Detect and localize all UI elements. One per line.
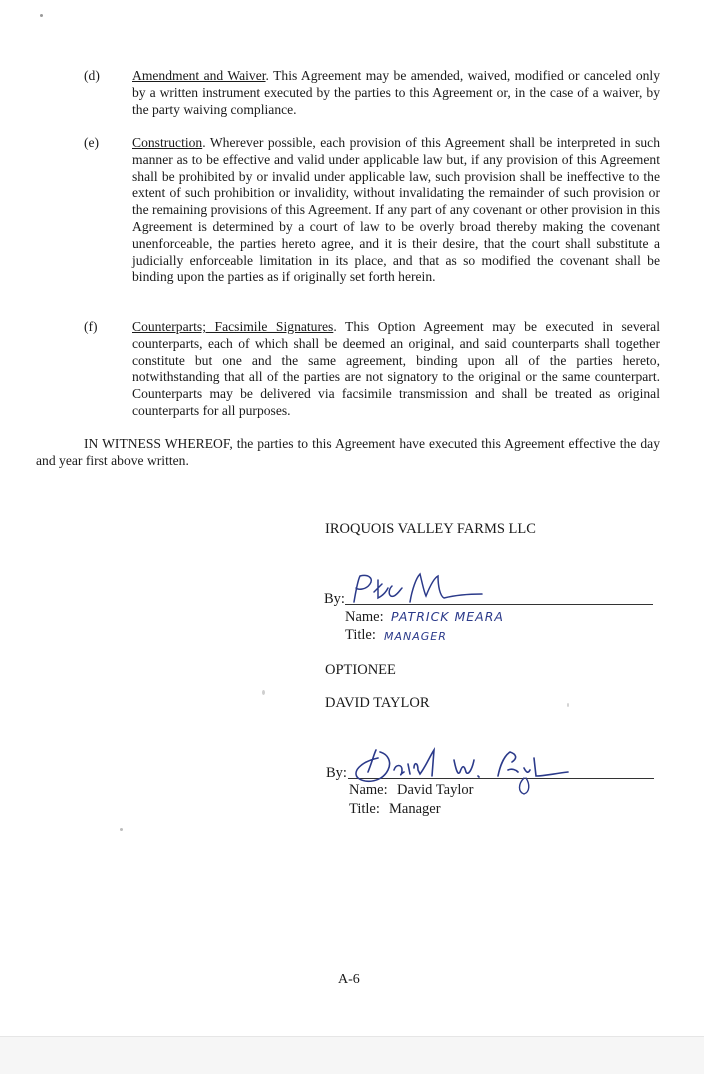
section-f-paragraph (132, 319, 660, 420)
page-number: A-6 (338, 972, 360, 987)
name-value-1-handwritten: PATRICK MEARA (391, 609, 504, 624)
section-e-paragraph (132, 135, 660, 286)
name-value-2: David Taylor (397, 782, 474, 798)
scan-speck (120, 828, 123, 831)
section-e-label: (e) (84, 135, 100, 150)
witness-clause: IN WITNESS WHEREOF, the parties to this Agreement have executed this Agreement effective the day and year first above written. (36, 436, 660, 468)
title-value-1-handwritten: MANAGER (384, 630, 447, 643)
section-f-label: (f) (84, 319, 98, 334)
section-d-label: (d) (84, 68, 100, 83)
section-f-heading: Counterparts; Facsimile Signatures (132, 319, 334, 334)
optionee-label: OPTIONEE (325, 662, 396, 678)
title-label-2: Title: (349, 801, 380, 817)
by-label-1: By: (324, 591, 345, 607)
section-e-text: . Wherever possible, each provision of this Agreement shall be interpreted in such manner as to be effective and valid under applicable law but, if any provision of this Agreement shall be prohibited by or invalid under applicable law, such provision shall be ineffective to the extent of such prohibition or invalidity, without invalidating the remainder of such provision or the remaining provisions of this Agreement. If any part of any covenant or other provision in this Agreement is determined by a court of law to be overly broad thereby making the covenant unenforceable, the parties hereto agree, and it is their desire, that the court shall substitute a judicially enforceable limitation in its place, and that as so modified the covenant shall be binding upon the parties as if originally set forth herein. (132, 135, 660, 285)
section-d-paragraph (132, 68, 660, 118)
scan-speck (40, 14, 43, 17)
section-f-text: . This Option Agreement may be executed in several counterparts, each of which shall be deemed an original, and said counterparts shall together constitute but one and the same agreement, binding upon all of the parties hereto, notwithstanding that all of the parties are not signatory to the original or the same counterpart. Counterparts may be delivered via facsimile transmission and shall be treated as original counterparts for all purposes. (132, 319, 660, 418)
scan-bottom-edge (0, 1036, 704, 1074)
scan-speck (262, 690, 265, 695)
title-value-2: Manager (389, 801, 441, 817)
scan-speck (567, 703, 569, 707)
name-label-2: Name: (349, 782, 388, 798)
title-label-1: Title: (345, 627, 376, 643)
name-label-1: Name: (345, 609, 384, 625)
section-e-heading: Construction (132, 135, 203, 150)
by-label-2: By: (326, 765, 347, 781)
section-d-heading: Amendment and Waiver (132, 68, 266, 83)
company-name-david-taylor: DAVID TAYLOR (325, 695, 430, 711)
company-name-iroquois: IROQUOIS VALLEY FARMS LLC (325, 521, 536, 537)
signature-patrick-meara (348, 568, 488, 610)
section-d-text: . This Agreement may be amended, waived, modified or canceled only by a written instrument executed by the parties to this Agreement or, in the case of a waiver, by the party waiving compliance. (132, 68, 660, 117)
